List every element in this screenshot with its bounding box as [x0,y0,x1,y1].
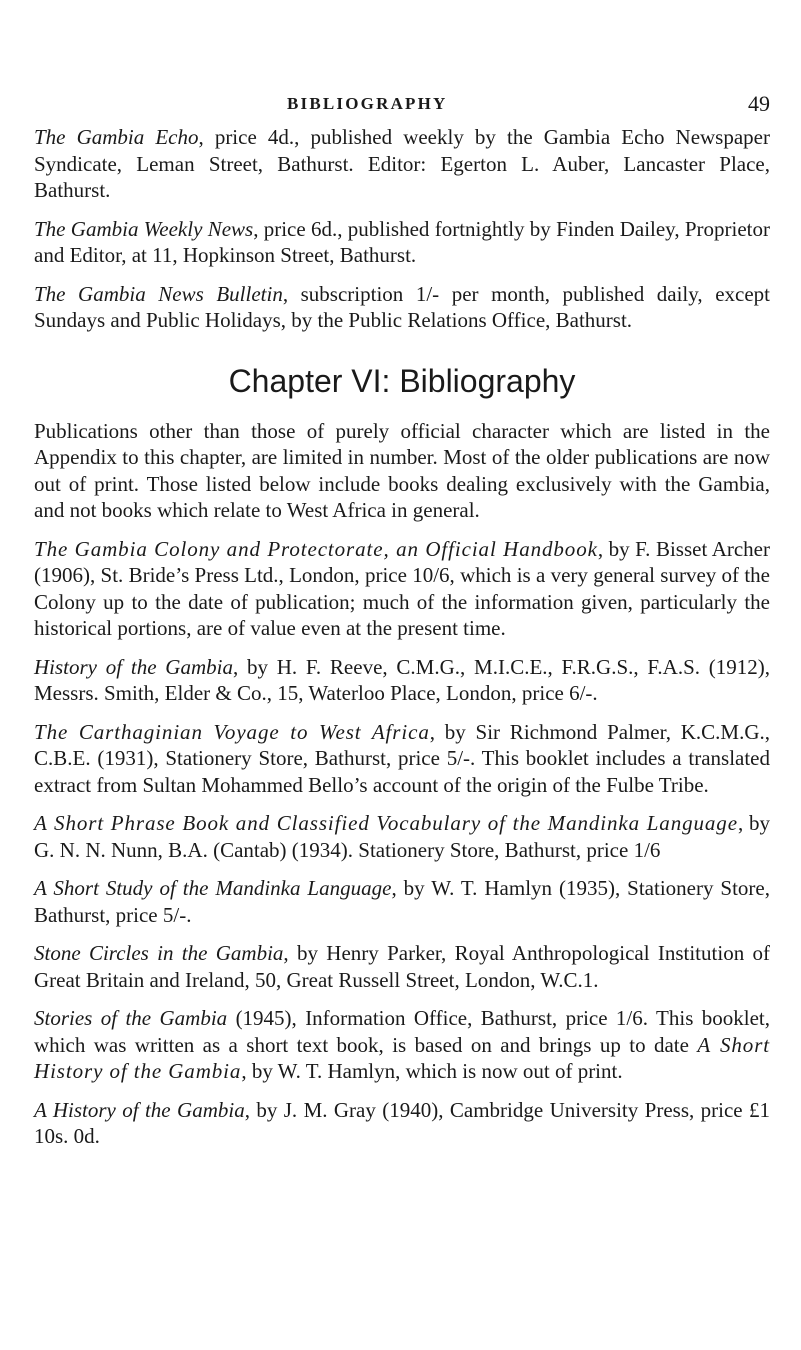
book-details: , by H. F. Reeve, C.M.G., M.I.C.E., F.R.G.S., F.A.S. (1912), Messrs. Smith, Elder & Co., 15, Waterloo Place, London, price 6/-. [34,654,770,705]
bibliography-entry [34,654,770,707]
bibliography-entry [34,875,770,928]
book-details: , by Henry Parker, Royal Anthropological Institution of Great Britain and Ireland, 50, Great Russell Street, London, W.C.1. [34,941,770,992]
newspaper-description: , subscription 1/- per month, published daily, except Sundays and Public Holidays, by the Public Relations Office, Bathurst. [34,281,770,332]
newspaper-entry [34,124,770,204]
referenced-book-title: A Short History of the Gambia [34,1032,770,1083]
book-details: (1945), Information Office, Bathurst, price 1/6. This booklet, which was written as a short text book, is based on and brings up to date [34,1006,770,1057]
bibliography-entry [34,1005,770,1085]
newspaper-title: The Gambia Echo [34,125,199,149]
bibliography-entry [34,940,770,993]
book-details: , by G. N. N. Nunn, B.A. (Cantab) (1934). Stationery Store, Bathurst, price 1/6 [34,811,770,862]
book-details: , by Sir Richmond Palmer, K.C.M.G., C.B.E. (1931), Stationery Store, Bathurst, price 5/-. This booklet includes a translated extract from Sultan Mohammed Bello’s account of the origin of the Fulbe Tribe. [34,719,770,797]
page-number: 49 [748,91,770,116]
running-title: BIBLIOGRAPHY [287,94,448,113]
chapter-heading: Chapter VI: Bibliography [228,362,576,399]
newspaper-title: The Gambia Weekly News [34,216,254,241]
book-details: , by W. T. Hamlyn (1935), Stationery Store, Bathurst, price 5/-. [34,876,770,927]
bibliography-entry [34,719,770,799]
newspaper-description: , price 6d., published fortnightly by Finden Dailey, Proprietor and Editor, at 11, Hopkinson Street, Bathurst. [34,216,770,267]
bibliography-entry [34,536,770,642]
bibliography-entry [34,1097,770,1150]
book-title: The Gambia Colony and Protectorate, an Official Handbook [34,536,598,561]
bibliography-entry [34,810,770,863]
book-details-continued: , by W. T. Hamlyn, which is now out of print. [241,1059,623,1083]
book-title: Stories of the Gambia [34,1006,228,1030]
page-content [34,124,770,1150]
book-title: A History of the Gambia [34,1097,245,1122]
newspaper-entry [34,216,770,269]
chapter-introduction: Publications other than those of purely official character which are listed in the Appendix to this chapter, are limited in number. Most of the older publications are now out of print. Those listed below include books dealing exclusively with the Gambia, and not books which relate to West Africa in general. [34,418,770,522]
newspaper-entry [34,281,770,334]
book-title: A Short Phrase Book and Classified Vocabulary of the Mandinka Language [34,811,738,835]
book-title: A Short Study of the Mandinka Language [34,876,392,900]
book-details: , by J. M. Gray (1940), Cambridge University Press, price £1 10s. 0d. [34,1097,770,1148]
book-details: , by F. Bisset Archer (1906), St. Bride’s Press Ltd., London, price 10/6, which is a very general survey of the Colony up to the date of publication; much of the information given, particularly the historical portions, are of value even at the present time. [34,536,770,640]
newspaper-description: , price 4d., published weekly by the Gambia Echo Newspaper Syndicate, Leman Street, Bathurst. Editor: Egerton L. Auber, Lancaster Place, Bathurst. [34,125,770,202]
running-header [34,91,770,118]
book-title: History of the Gambia [34,654,233,679]
book-title: Stone Circles in the Gambia [34,941,284,965]
book-title: The Carthaginian Voyage to West Africa [34,719,430,744]
newspaper-title: The Gambia News Bulletin [34,281,283,306]
